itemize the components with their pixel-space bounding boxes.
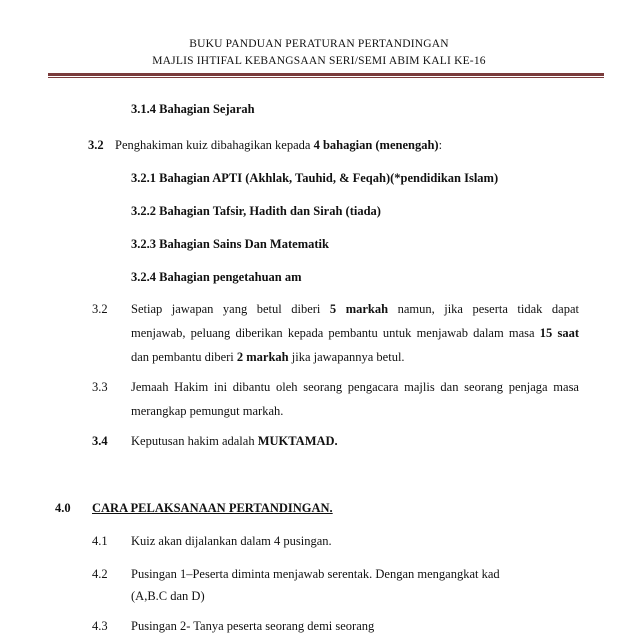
sub-3-2-1: 3.2.1 Bahagian APTI (Akhlak, Tauhid, & Feqah)(*pendidikan Islam) (131, 171, 499, 185)
para-3-2-number: 3.2 (92, 302, 108, 316)
header-rule-thick (48, 73, 604, 76)
sub-3-2-2: 3.2.2 Bahagian Tafsir, Hadith dan Sirah (tiada) (131, 204, 381, 218)
item-4-3-number: 4.3 (92, 619, 108, 633)
para-3-3-line2: merangkap pemungut markah. (131, 404, 284, 418)
item-4-3-text: Pusingan 2- Tanya peserta seorang demi seorang (131, 619, 375, 633)
section-4-0-number: 4.0 (55, 501, 71, 515)
item-4-1-text: Kuiz akan dijalankan dalam 4 pusingan. (131, 534, 332, 548)
sub-3-2-3: 3.2.3 Bahagian Sains Dan Matematik (131, 237, 329, 251)
header-rule-thin (48, 77, 604, 78)
heading-3-1-4: 3.1.4 Bahagian Sejarah (131, 102, 255, 116)
item-4-2-line1: Pusingan 1–Peserta diminta menjawab serentak. Dengan mengangkat kad (131, 567, 500, 581)
para-3-3-line1: Jemaah Hakim ini dibantu oleh seorang pengacara majlis dan seorang penjaga masa (131, 380, 579, 394)
section-3-2-text: Penghakiman kuiz dibahagikan kepada 4 bahagian (menengah): (115, 138, 443, 152)
para-3-4-text: Keputusan hakim adalah MUKTAMAD. (131, 434, 338, 448)
para-3-4-number: 3.4 (92, 434, 108, 448)
para-3-2-line3: dan pembantu diberi 2 markah jika jawapannya betul. (131, 350, 405, 364)
header-subtitle: MAJLIS IHTIFAL KEBANGSAAN SERI/SEMI ABIM KALI KE-16 (152, 55, 486, 67)
section-4-0-title: CARA PELAKSANAAN PERTANDINGAN. (92, 501, 333, 515)
item-4-2-number: 4.2 (92, 567, 108, 581)
para-3-3-number: 3.3 (92, 380, 108, 394)
sub-3-2-4: 3.2.4 Bahagian pengetahuan am (131, 270, 302, 284)
item-4-1-number: 4.1 (92, 534, 108, 548)
section-3-2-number: 3.2 (88, 138, 104, 152)
para-3-2-line1: Setiap jawapan yang betul diberi 5 markah namun, jika peserta tidak dapat (131, 302, 579, 316)
para-3-2-line2: menjawab, peluang diberikan kepada pembantu untuk menjawab dalam masa 15 saat (131, 326, 579, 340)
item-4-2-line2: (A,B.C dan D) (131, 589, 205, 603)
header-title: BUKU PANDUAN PERATURAN PERTANDINGAN (189, 38, 449, 50)
